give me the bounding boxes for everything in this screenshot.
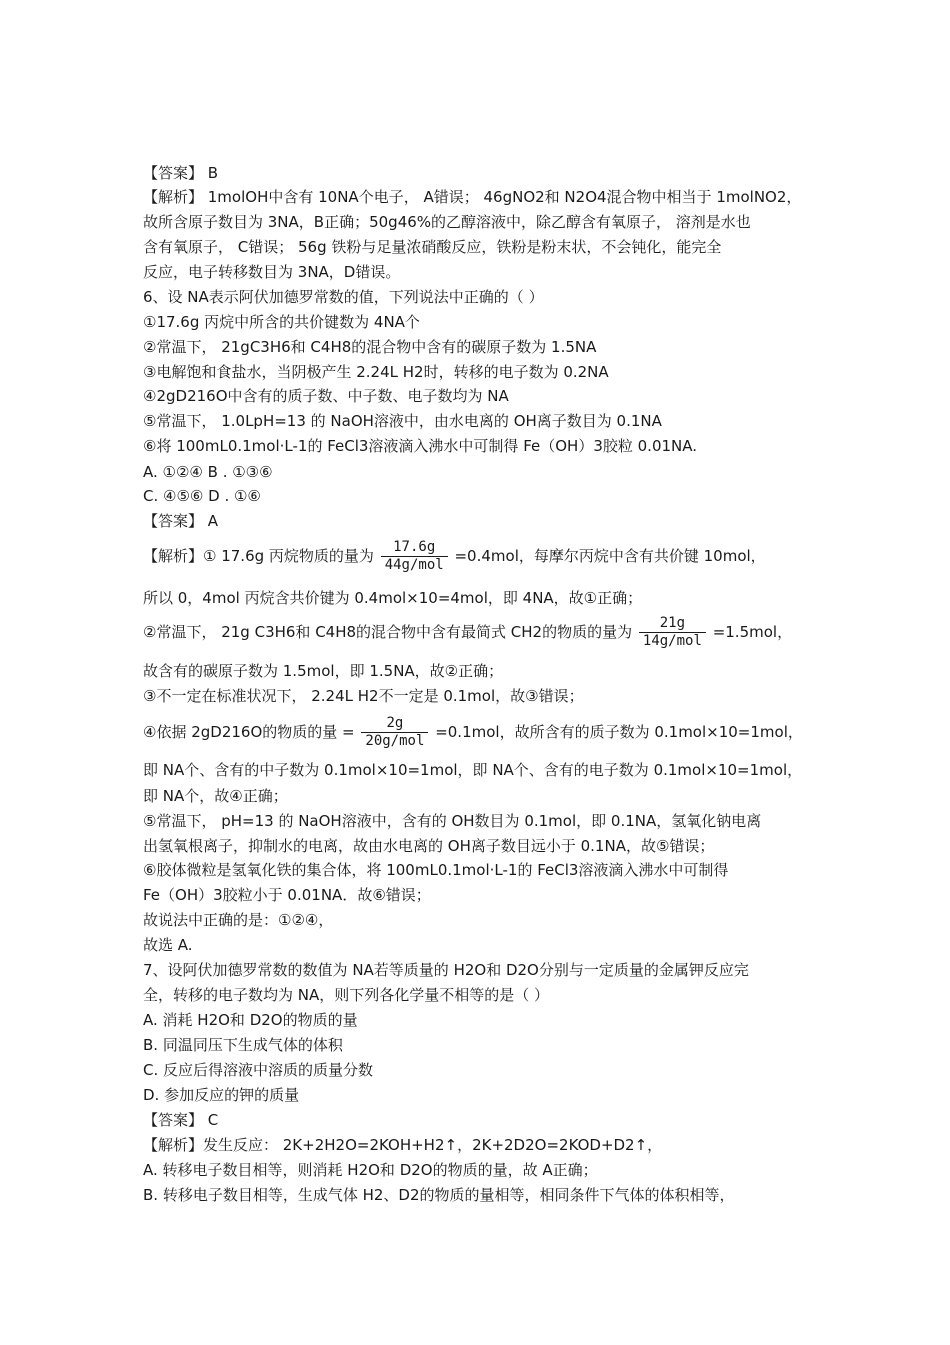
formula-prefix: ②常温下， 21g C3H6和 C4H8的混合物中含有最简式 CH2的物质的量为: [143, 623, 633, 641]
question-7-title: 全，转移的电子数均为 NA，则下列各化学量不相等的是（ ）: [143, 986, 550, 1004]
fraction-numerator: 21g: [639, 615, 706, 633]
analysis-line: Fe（OH）3胶粒小于 0.01NA．故⑥错误；: [143, 886, 431, 904]
statement-line: ⑥将 100mL0.1mol·L-1的 FeCl3溶液滴入沸水中可制得 Fe（OH）3胶粒 0.01NA.: [143, 437, 698, 455]
formula-suffix: =0.1mol，故所含有的质子数为 0.1mol×10=1mol，: [435, 723, 803, 741]
analysis-line: 含有氧原子， C错误； 56g 铁粉与足量浓硝酸反应，铁粉是粉末状，不会钝化，能完全: [143, 238, 722, 256]
formula-suffix: =0.4mol，每摩尔丙烷中含有共价键 10mol，: [454, 547, 766, 565]
statement-line: ⑤常温下， 1.0LpH=13 的 NaOH溶液中，由水电离的 OH离子数目为 0.1NA: [143, 412, 662, 430]
analysis-line: 【解析】 1molOH中含有 10NA个电子， A错误； 46gNO2和 N2O4混合物中相当于 1molNO2，: [143, 188, 802, 206]
statement-line: ①17.6g 丙烷中所含的共价键数为 4NA个: [143, 313, 420, 331]
analysis-line: ⑤常温下， pH=13 的 NaOH溶液中，含有的 OH数目为 0.1mol，即 0.1NA，氢氧化钠电离: [143, 812, 762, 830]
option-line: C. 反应后得溶液中溶质的质量分数: [143, 1061, 374, 1079]
option-line: D. 参加反应的钾的质量: [143, 1086, 300, 1104]
analysis-line: 即 NA个，故④正确；: [143, 787, 288, 805]
analysis-line: 即 NA个、含有的中子数为 0.1mol×10=1mol，即 NA个、含有的电子数为 0.1mol×10=1mol，: [143, 761, 803, 779]
fraction-denominator: 20g/mol: [365, 733, 425, 749]
analysis-line: ③不一定在标准状况下， 2.24L H2不一定是 0.1mol，故③错误；: [143, 687, 584, 705]
answer-line: 【答案】 A: [143, 512, 219, 530]
formula-prefix: ④依据 2gD216O的物质的量 =: [143, 723, 355, 741]
analysis-formula-line: [143, 612, 813, 652]
fraction: [639, 615, 706, 650]
option-line: C. ④⑤⑥ D . ①⑥: [143, 487, 261, 505]
option-line: A. 消耗 H2O和 D2O的物质的量: [143, 1011, 358, 1029]
fraction-denominator: 44g/mol: [384, 557, 444, 573]
fraction: [361, 715, 428, 750]
statement-line: ③电解饱和食盐水，当阴极产生 2.24L H2时，转移的电子数为 0.2NA: [143, 363, 609, 381]
analysis-line: 故说法中正确的是：①②④，: [143, 911, 334, 929]
option-line: A. ①②④ B . ①③⑥: [143, 463, 273, 481]
answer-line: 【答案】 B: [143, 164, 219, 182]
analysis-line: 故选 A.: [143, 936, 193, 954]
analysis-line: 故含有的碳原子数为 1.5mol，即 1.5NA，故②正确；: [143, 662, 504, 680]
analysis-formula-line: [143, 536, 813, 576]
formula-prefix: 【解析】① 17.6g 丙烷物质的量为: [143, 547, 374, 565]
analysis-line: ⑥胶体微粒是氢氧化铁的集合体，将 100mL0.1mol·L-1的 FeCl3溶液滴入沸水中可制得: [143, 861, 729, 879]
option-line: B. 同温同压下生成气体的体积: [143, 1036, 343, 1054]
analysis-line: 反应，电子转移数目为 3NA，D错误。: [143, 263, 401, 281]
analysis-formula-line: [143, 712, 813, 752]
statement-line: ④2gD216O中含有的质子数、中子数、电子数均为 NA: [143, 387, 509, 405]
question-7-title: 7、设阿伏加德罗常数的数值为 NA若等质量的 H2O和 D2O分别与一定质量的金属钾反应完: [143, 961, 749, 979]
question-6-title: 6、设 NA表示阿伏加德罗常数的值，下列说法中正确的（ ）: [143, 288, 544, 306]
fraction-numerator: 2g: [361, 715, 428, 733]
analysis-line: B. 转移电子数目相等，生成气体 H2、D2的物质的量相等，相同条件下气体的体积相等，: [143, 1186, 735, 1204]
fraction-denominator: 14g/mol: [642, 633, 702, 649]
fraction-numerator: 17.6g: [381, 539, 448, 557]
analysis-line: A. 转移电子数目相等，则消耗 H2O和 D2O的物质的量，故 A正确；: [143, 1161, 598, 1179]
analysis-line: 所以 0，4mol 丙烷含共价键为 0.4mol×10=4mol，即 4NA，故①正确；: [143, 589, 643, 607]
analysis-line: 故所含原子数目为 3NA，B正确；50g46%的乙醇溶液中，除乙醇含有氧原子， 溶剂是水也: [143, 213, 751, 231]
fraction: [381, 539, 448, 574]
answer-line: 【答案】 C: [143, 1111, 219, 1129]
analysis-line: 出氢氧根离子，抑制水的电离，故由水电离的 OH离子数目远小于 0.1NA，故⑤错误；: [143, 837, 715, 855]
analysis-line: 【解析】发生反应： 2K+2H2O=2KOH+H2↑，2K+2D2O=2KOD+D2↑，: [143, 1136, 663, 1154]
formula-suffix: =1.5mol，: [712, 623, 793, 641]
statement-line: ②常温下， 21gC3H6和 C4H8的混合物中含有的碳原子数为 1.5NA: [143, 338, 597, 356]
